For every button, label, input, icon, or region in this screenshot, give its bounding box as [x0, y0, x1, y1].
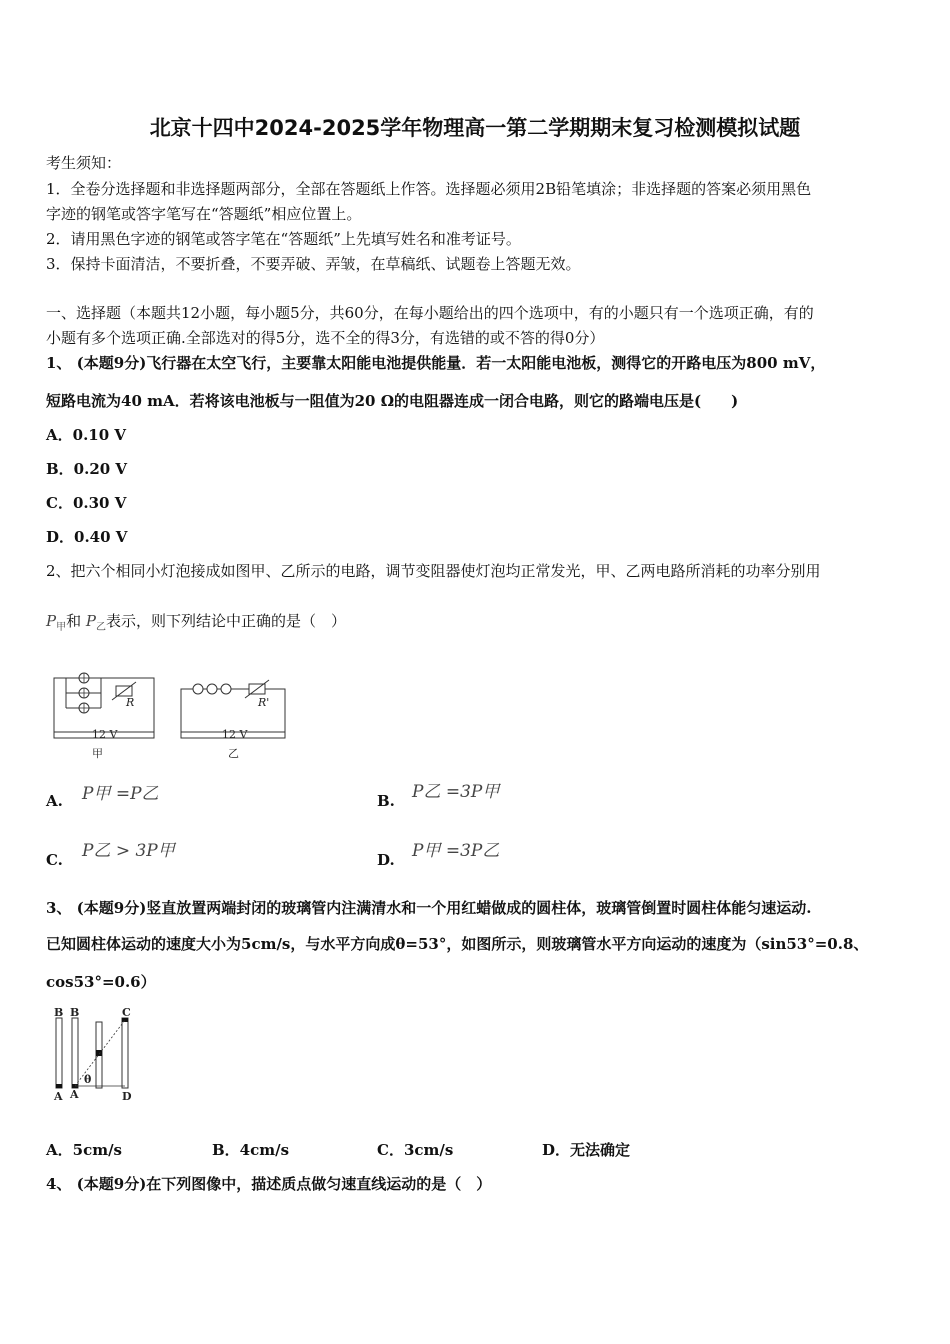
q2-option-c-formula: P乙 > 3P甲: [82, 841, 175, 861]
q2-option-b-formula: P乙 =3P甲: [412, 782, 500, 802]
circuit-figure: [46, 664, 296, 764]
p-jia-symbol: $P_甲$: [46, 612, 67, 633]
notice-item-1b: 字迹的钢笔或答字笔写在“答题纸”相应位置上。: [46, 205, 362, 223]
label-b2: B: [70, 1006, 80, 1019]
voltage-yi-label: 12 V: [222, 728, 248, 741]
q2-option-a-formula: P甲 =P乙: [82, 784, 159, 804]
section-instructions-2: 小题有多个选项正确.全部选对的得5分，选不全的得3分，有选错的或不答的得0分）: [46, 329, 605, 347]
and-text: 和: [66, 612, 82, 630]
notice-item-2: 2．请用黑色字迹的钢笔或答字笔在“答题纸”上先填写姓名和准考证号。: [46, 230, 521, 248]
notice-heading: 考生须知：: [46, 154, 122, 172]
q2-option-b-label: B.: [377, 792, 395, 810]
q2-stem-2: [46, 610, 346, 633]
q3-stem-2: 已知圆柱体运动的速度大小为5cm/s，与水平方向成θ=53°，如图所示，则玻璃管水平方向运动的速度为（sin53°=0.8、: [46, 935, 869, 953]
q1-option-c: C．0.30 V: [46, 494, 127, 512]
label-b1: B: [54, 1006, 64, 1019]
voltage-jia-label: 12 V: [92, 728, 118, 741]
q1-stem-1: 1、 (本题9分)飞行器在太空飞行，主要靠太阳能电池提供能量．若一太阳能电池板，测得它的开路电压为800 mV，: [46, 354, 826, 372]
label-theta: θ: [84, 1073, 92, 1086]
label-d: D: [122, 1090, 132, 1103]
q4-stem-1: 4、 (本题9分)在下列图像中，描述质点做匀速直线运动的是（ ）: [46, 1175, 492, 1193]
q3-stem-3: cos53°=0.6）: [46, 973, 156, 991]
notice-item-1a: 1．全卷分选择题和非选择题两部分，全部在答题纸上作答。选择题必须用2B铅笔填涂；非选择题的答案必须用黑色: [46, 180, 812, 198]
q2-option-d-label: D.: [377, 851, 395, 869]
q2-option-a-label: A.: [46, 792, 63, 810]
q1-option-a: A．0.10 V: [46, 426, 127, 444]
q3-stem-1: 3、 (本题9分)竖直放置两端封闭的玻璃管内注满清水和一个用红蜡做成的圆柱体，玻璃管倒置时圆柱体能匀速运动.: [46, 899, 812, 917]
page-title: 北京十四中2024-2025学年物理高一第二学期期末复习检测模拟试题: [149, 116, 801, 140]
q3-option-c: C．3cm/s: [377, 1141, 454, 1159]
p-yi-symbol: $P_乙$: [85, 612, 106, 633]
q3-option-a: A．5cm/s: [46, 1141, 123, 1159]
q2-option-d-formula: P甲 =3P乙: [412, 841, 500, 861]
q2-option-c-label: C.: [46, 851, 63, 869]
q1-option-d: D．0.40 V: [46, 528, 128, 546]
q1-option-b: B．0.20 V: [46, 460, 128, 478]
label-a1: A: [54, 1090, 63, 1103]
glass-tube-figure: [50, 1008, 150, 1108]
notice-item-3: 3．保持卡面清洁，不要折叠，不要弄破、弄皱，在草稿纸、试题卷上答题无效。: [46, 255, 581, 273]
fig-label-jia: 甲: [92, 747, 103, 760]
q2-stem-1: 2、把六个相同小灯泡接成如图甲、乙所示的电路，调节变阻器使灯泡均正常发光，甲、乙两电路所消耗的功率分别用: [46, 562, 821, 580]
q3-option-b: B．4cm/s: [212, 1141, 290, 1159]
q2-stem-2-rest: 表示，则下列结论中正确的是（ ）: [105, 612, 346, 630]
section-instructions-1: 一、选择题（本题共12小题，每小题5分，共60分，在每小题给出的四个选项中，有的小题只有一个选项正确，有的: [46, 304, 814, 322]
q1-stem-2: 短路电流为40 mA．若将该电池板与一阻值为20 Ω的电阻器连成一闭合电路，则它的路端电压是( ): [46, 392, 739, 410]
q3-option-d: D．无法确定: [542, 1141, 631, 1159]
label-c: C: [122, 1006, 131, 1019]
r-yi-label: R': [258, 696, 270, 709]
r-jia-label: R: [126, 696, 135, 709]
fig-label-yi: 乙: [228, 747, 239, 760]
label-a2: A: [70, 1088, 79, 1101]
